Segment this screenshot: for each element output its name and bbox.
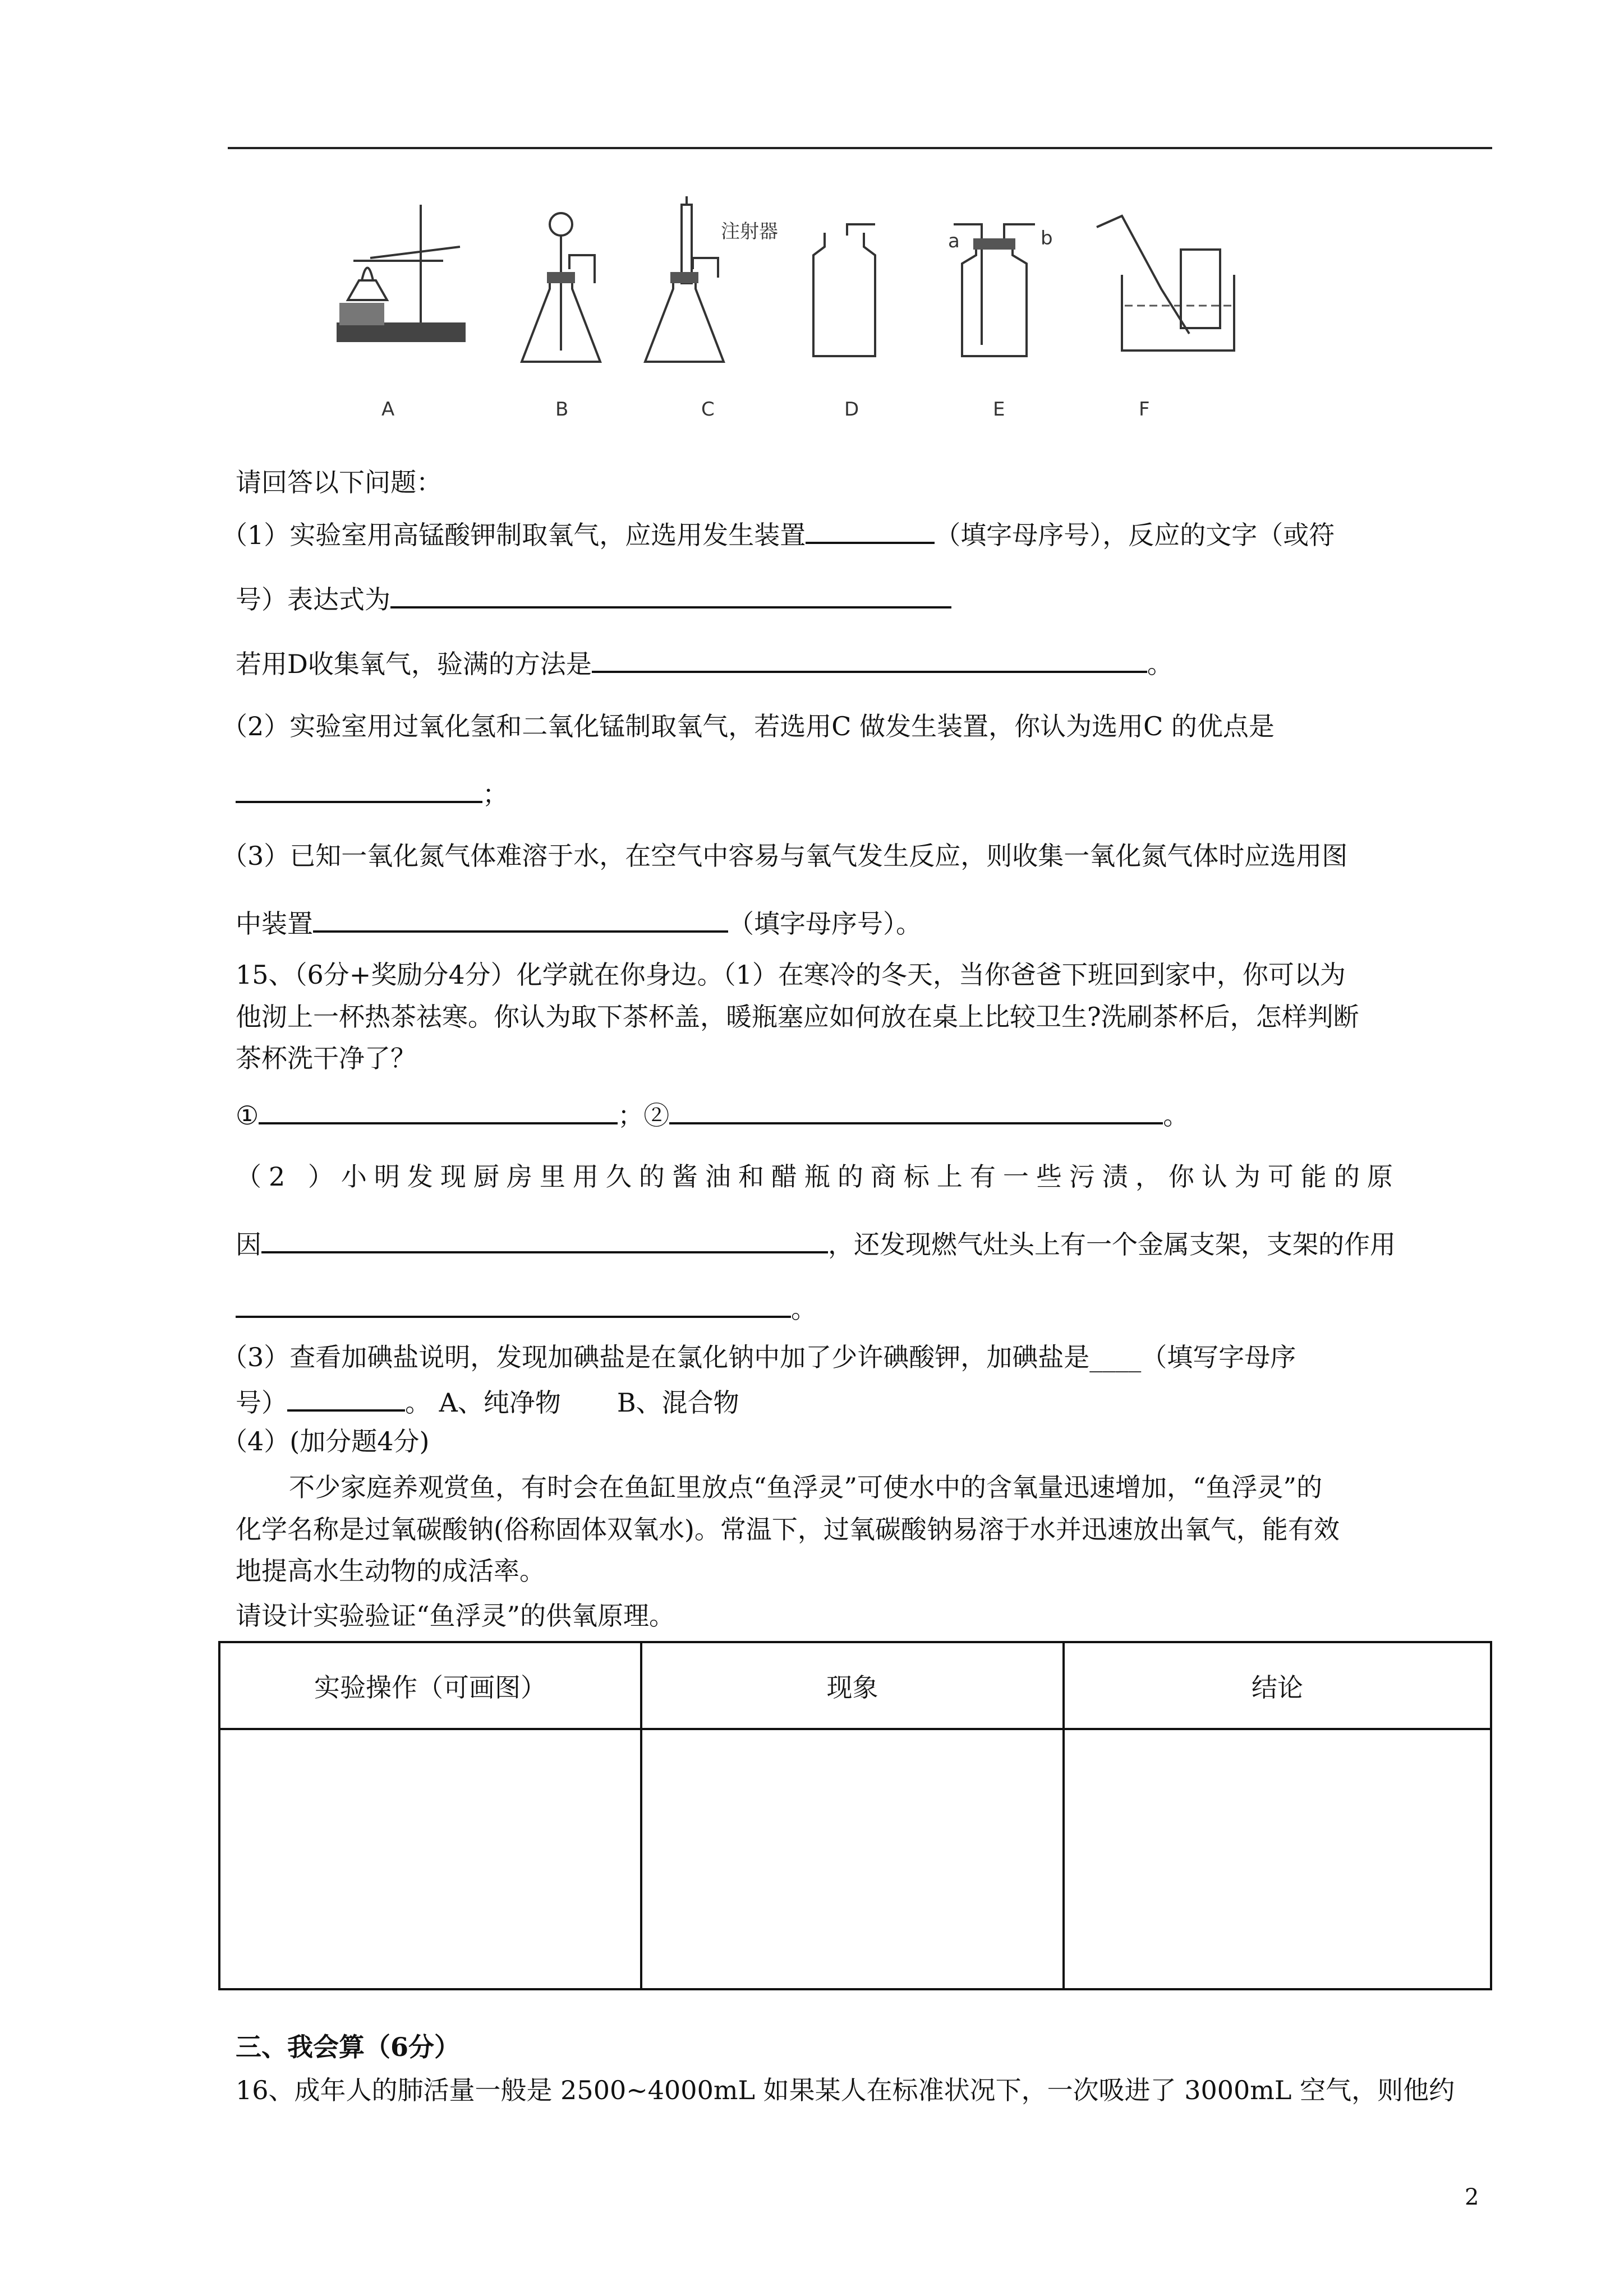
q15-part2-line2: 因 ，还发现燃气灶头上有一个金属支架，支架的作用 <box>236 1224 1396 1261</box>
apparatus-d <box>813 224 875 356</box>
q15-part3-line1: （3）查看加碘盐说明，发现加碘盐是在氯化钠中加了少许碘酸钾，加碘盐是____（填写字母序 <box>222 1342 1296 1372</box>
apparatus-a <box>337 205 466 342</box>
q14-part1-line3: 若用D收集氧气，验满的方法是 。 <box>236 644 1173 681</box>
apparatus-label-c: C <box>701 398 715 421</box>
apparatus-f <box>1097 216 1234 351</box>
table-cell-phenomenon[interactable] <box>642 1730 1065 1988</box>
apparatus-c <box>645 196 724 362</box>
table-header-conclusion: 结论 <box>1065 1643 1490 1730</box>
answer-blank-q15-1[interactable] <box>259 1095 618 1124</box>
apparatus-syringe-label: 注射器 <box>721 220 778 243</box>
q15-part3-line2: 号） 。 A、纯净物 B、混合物 <box>236 1382 739 1419</box>
apparatus-label-e: E <box>993 398 1005 421</box>
apparatus-label-b: B <box>555 398 569 421</box>
q15-part4-line4: 请设计实验验证“鱼浮灵”的供氧原理。 <box>236 1601 675 1631</box>
answer-blank-q15-2[interactable] <box>669 1095 1163 1124</box>
answer-blank-stain-reason[interactable] <box>261 1224 828 1253</box>
apparatus-port-b: b <box>1041 227 1053 250</box>
apparatus-port-a: a <box>948 230 960 252</box>
q14-part2: （2）实验室用过氧化氢和二氧化锰制取氧气，若选用C 做发生装置，你认为选用C 的优点是 <box>222 711 1275 741</box>
table-cell-operation[interactable] <box>220 1730 642 1988</box>
q15-part2-line3: 。 <box>236 1289 817 1326</box>
q15-part4-line1: 不少家庭养观赏鱼，有时会在鱼缸里放点“鱼浮灵”可使水中的含氧量迅速增加，“鱼浮灵”的 <box>289 1472 1323 1502</box>
apparatus-label-f: F <box>1139 398 1150 421</box>
q15-line3: 茶杯洗干净了？ <box>236 1043 416 1073</box>
q15-line1: 15、（6分+奖励分4分）化学就在你身边。（1）在寒冷的冬天，当你爸爸下班回到家中，你可以为 <box>236 960 1346 990</box>
apparatus-e <box>954 224 1035 356</box>
q15-part1-answers: ① ；② 。 <box>236 1095 1189 1132</box>
answer-blank-generator[interactable] <box>806 515 935 544</box>
q15-line2: 他沏上一杯热茶祛寒。你认为取下茶杯盖，暖瓶塞应如何放在桌上比较卫生?洗刷茶杯后，怎样判断 <box>236 1002 1359 1032</box>
q15-part4-line2: 化学名称是过氧碳酸钠(俗称固体双氧水)。常温下，过氧碳酸钠易溶于水并迅速放出氧气，能有效 <box>236 1514 1340 1545</box>
experiment-table <box>218 1641 1492 1990</box>
q14-prompt: 请回答以下问题： <box>236 467 442 497</box>
apparatus-label-d: D <box>844 398 859 421</box>
q14-part1-line1: （1）实验室用高锰酸钾制取氧气，应选用发生装置 （填字母序号），反应的文字（或符 <box>222 515 1335 552</box>
answer-blank-collection[interactable] <box>313 903 728 933</box>
page-number: 2 <box>1465 2184 1479 2210</box>
apparatus-figure <box>314 193 1313 435</box>
q14-part3-line1: （3）已知一氧化氮气体难溶于水，在空气中容易与氧气发生反应，则收集一氧化氮气体时应选用图 <box>222 841 1348 871</box>
section3-heading: 三、我会算（6分） <box>236 2032 461 2062</box>
q14-part1-line2: 号）表达式为 <box>236 579 951 616</box>
q15-part4-line3: 地提高水生动物的成活率。 <box>236 1556 545 1586</box>
apparatus-b <box>522 213 600 362</box>
answer-blank-bracket-function[interactable] <box>236 1289 791 1318</box>
answer-blank-advantage[interactable] <box>236 774 482 803</box>
apparatus-label-a: A <box>381 398 395 421</box>
answer-blank-equation[interactable] <box>390 579 951 608</box>
table-header-operation: 实验操作（可画图） <box>220 1643 642 1730</box>
q16-text: 16、成年人的肺活量一般是 2500~4000mL 如果某人在标准状况下，一次吸进了 3000mL 空气，则他约 <box>236 2075 1455 2105</box>
header-rule <box>228 147 1492 149</box>
q15-part2-line1: （2 ）小明发现厨房里用久的酱油和醋瓶的商标上有一些污渍，你认为可能的原 <box>236 1161 1400 1192</box>
answer-blank-full-check[interactable] <box>592 644 1147 673</box>
table-cell-conclusion[interactable] <box>1065 1730 1490 1988</box>
q14-part3-line2: 中装置 （填字母序号）。 <box>236 903 922 940</box>
q14-part2-answer: ； <box>236 774 508 811</box>
q15-part4-title: （4）(加分题4分) <box>222 1426 430 1456</box>
table-header-phenomenon: 现象 <box>642 1643 1065 1730</box>
answer-blank-salt-type[interactable] <box>287 1382 405 1412</box>
